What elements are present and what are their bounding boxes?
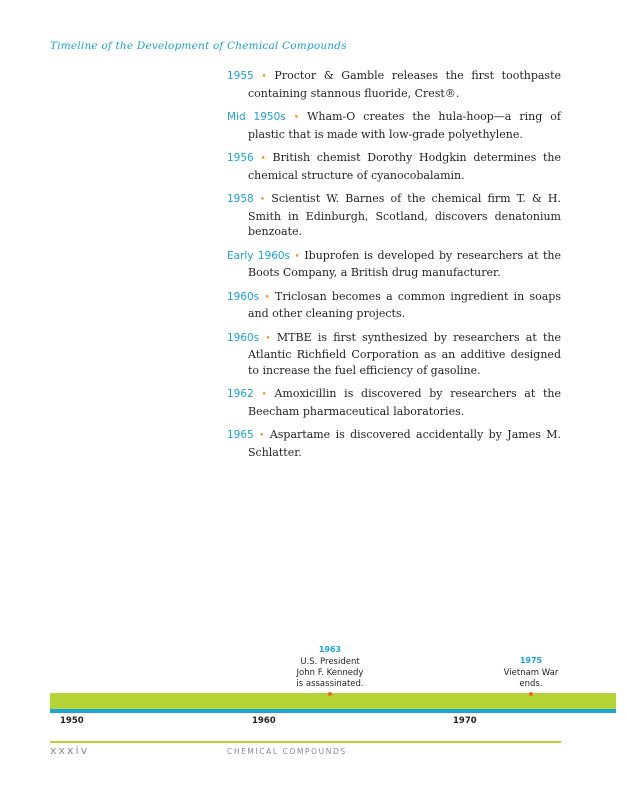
bullet-icon: •	[293, 113, 300, 123]
bullet-icon: •	[259, 431, 265, 441]
bullet-icon: •	[260, 154, 266, 164]
bullet-icon: •	[261, 72, 267, 82]
timeline-entry	[227, 191, 561, 240]
entry-text: Scientist W. Barnes of the chemical firm T. & H. Smith in Edinburgh, Scotland, discovers denatonium benzoate.	[248, 192, 561, 238]
timeline-event-1975	[490, 655, 572, 690]
timeline-blue-band	[50, 709, 616, 713]
timeline-entry	[227, 109, 561, 142]
timeline-entry	[227, 248, 561, 281]
timeline-event-1963	[284, 644, 376, 690]
timeline-entries	[227, 68, 561, 468]
bullet-icon: •	[264, 292, 270, 303]
bullet-icon: •	[261, 390, 267, 400]
entry-date: 1960s	[227, 331, 260, 344]
entry-date: Mid 1950s	[227, 111, 286, 123]
event-line: is assassinated.	[296, 679, 364, 689]
bullet-icon: •	[259, 195, 266, 205]
footer-book-title: CHEMICAL COMPOUNDS	[227, 747, 347, 756]
decade-label-1950: 1950	[60, 716, 84, 726]
timeline-entry	[227, 427, 561, 460]
entry-date: 1962	[227, 388, 254, 400]
entry-text: Aspartame is discovered accidentally by James M. Schlatter.	[248, 428, 561, 459]
timeline-entry	[227, 150, 561, 183]
entry-date: 1956	[227, 152, 254, 164]
page-number: xxxiv	[50, 744, 90, 757]
decade-label-1960: 1960	[252, 716, 276, 726]
entry-text: Wham-O creates the hula-hoop—a ring of plastic that is made with low-grade polyethylene.	[248, 110, 562, 141]
event-line: John F. Kennedy	[296, 668, 364, 678]
entry-text: Proctor & Gamble releases the first toothpaste containing stannous fluoride, Crest®.	[248, 69, 562, 100]
timeline-entry	[227, 330, 561, 379]
event-year: 1963	[318, 645, 342, 654]
event-marker-1963	[328, 692, 332, 696]
event-marker-1975	[529, 692, 533, 696]
timeline-entry	[227, 289, 561, 322]
entry-text: Amoxicillin is discovered by researchers at the Beecham pharmaceutical laboratories.	[248, 387, 561, 418]
timeline-entry	[227, 68, 561, 101]
event-year: 1975	[519, 656, 543, 665]
entry-date: 1955	[227, 70, 254, 82]
entry-text: British chemist Dorothy Hodgkin determines the chemical structure of cyanocobalamin.	[248, 151, 561, 182]
event-line: U.S. President	[300, 657, 360, 667]
entry-date: 1965	[227, 429, 254, 441]
decade-label-1970: 1970	[453, 716, 477, 726]
event-line: Vietnam War	[503, 668, 559, 678]
entry-text: Ibuprofen is developed by researchers at the Boots Company, a British drug manufacturer.	[248, 248, 562, 279]
timeline-entry	[227, 386, 561, 419]
bullet-icon: •	[294, 251, 300, 262]
entry-text: MTBE is first synthesized by researchers at the Atlantic Richfield Corporation as an additive designed to increase the fuel efficiency of gasoline.	[248, 330, 561, 377]
entry-date: 1958	[227, 193, 254, 205]
bullet-icon: •	[265, 333, 271, 344]
entry-date: 1960s	[227, 290, 260, 303]
running-head: Timeline of the Development of Chemical Compounds	[50, 40, 347, 52]
event-line: ends.	[519, 679, 543, 689]
footer-rule	[50, 741, 561, 743]
entry-date: Early 1960s	[227, 249, 291, 262]
entry-text: Triclosan becomes a common ingredient in soaps and other cleaning projects.	[248, 289, 561, 320]
